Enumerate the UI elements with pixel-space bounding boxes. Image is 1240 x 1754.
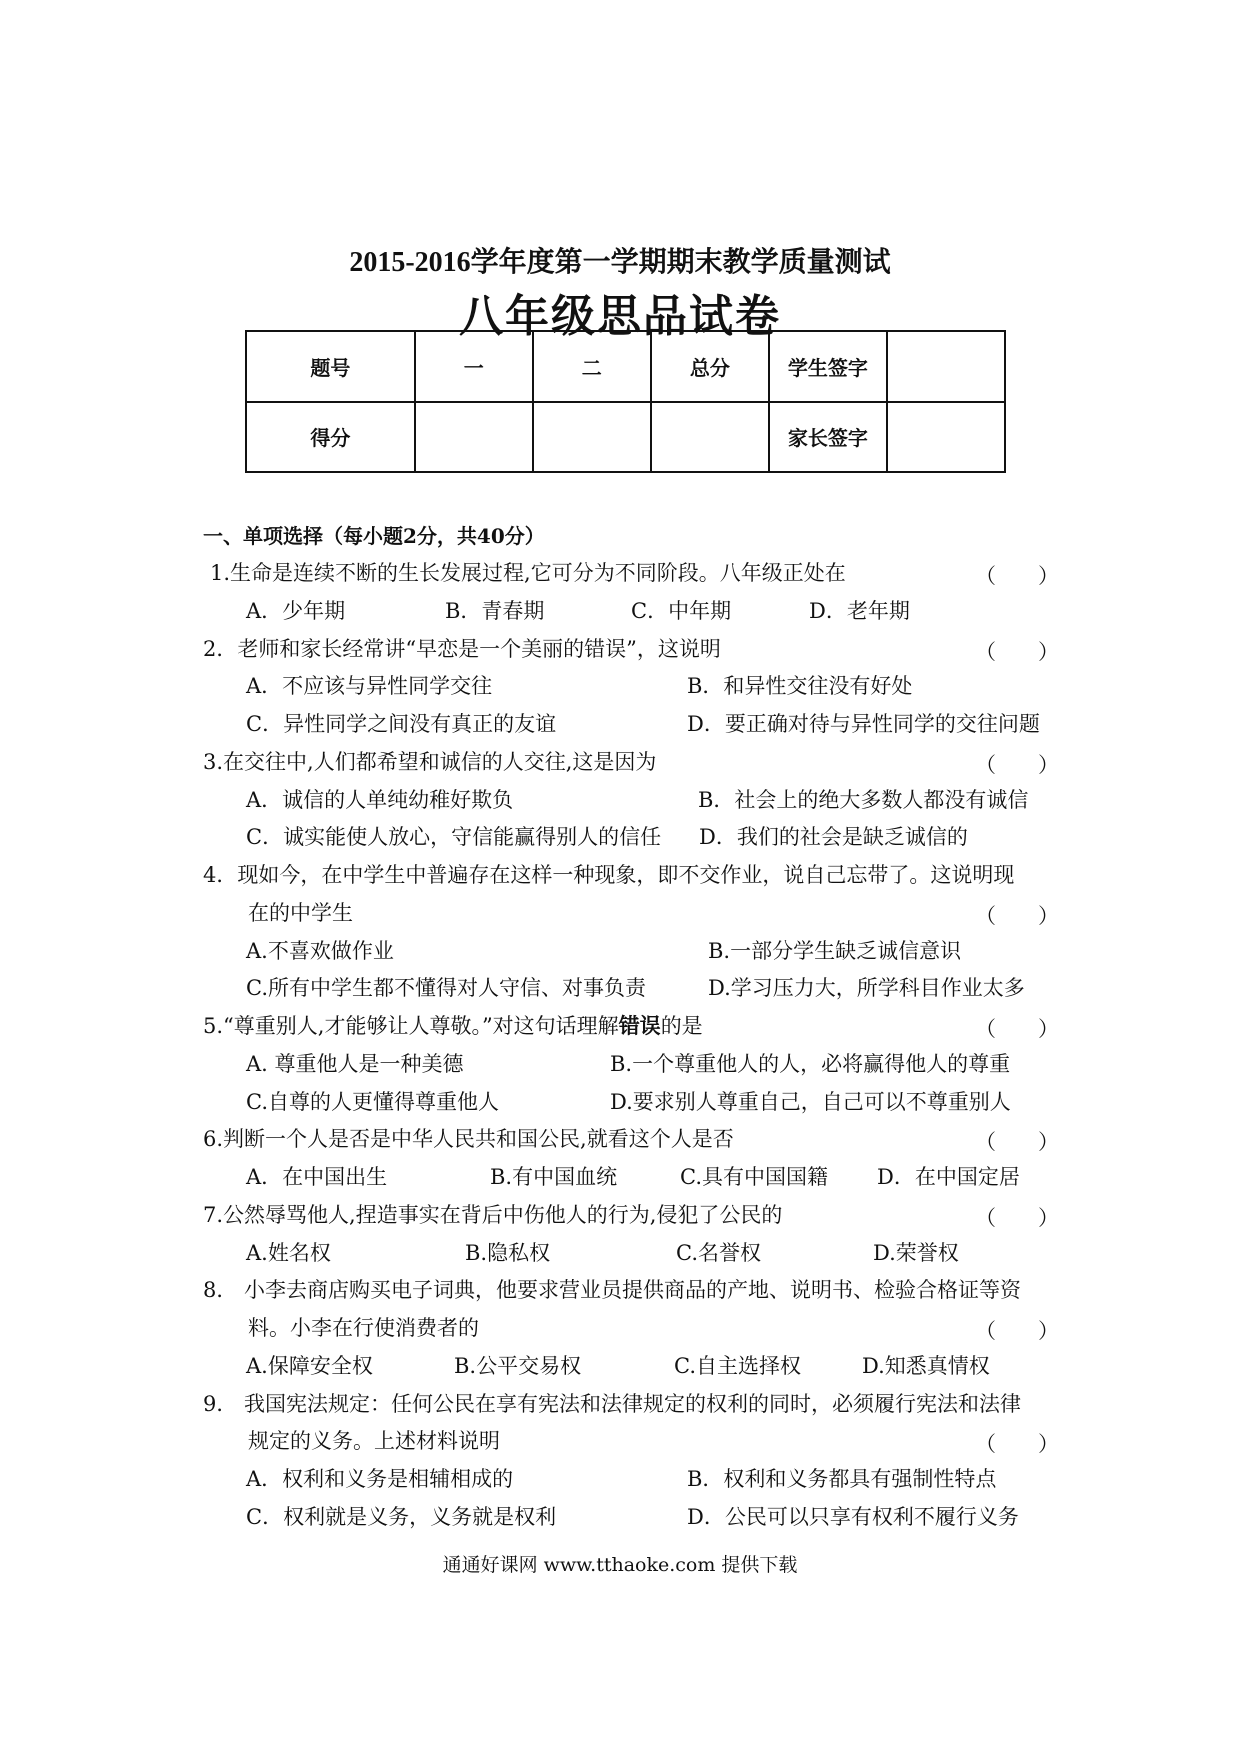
question-stem: 8． 小李去商店购买电子词典，他要求营业员提供商品的产地、说明书、检验合格证等资 <box>203 1278 1022 1303</box>
question-stem: 在的中学生 <box>248 900 353 925</box>
footer-text: 通通好课网 www.tthaoke.com 提供下载 <box>442 1554 798 1576</box>
cell-section-2: 二 <box>533 331 651 402</box>
answer-option[interactable]: D．老年期 <box>809 598 910 623</box>
answer-option[interactable]: D．我们的社会是缺乏诚信的 <box>699 825 968 850</box>
question-stem: 4．现如今，在中学生中普遍存在这样一种现象，即不交作业，说自己忘带了。这说明现 <box>203 863 1015 887</box>
answer-option[interactable]: B.公平交易权 <box>454 1353 582 1378</box>
answer-option[interactable]: A.保障安全权 <box>246 1353 373 1378</box>
answer-option[interactable]: A．诚信的人单纯幼稚好欺负 <box>246 787 514 812</box>
cell-question-number-label: 题号 <box>246 331 415 402</box>
section-heading: 一、单项选择（每小题2分，共40分） <box>203 524 545 548</box>
cell-student-signature-label: 学生签字 <box>769 331 887 402</box>
answer-option[interactable]: C.自主选择权 <box>674 1353 801 1378</box>
answer-option[interactable]: D.荣誉权 <box>873 1240 959 1265</box>
score-table <box>245 330 1006 473</box>
cell-parent-signature-label: 家长签字 <box>769 402 887 473</box>
question-stem: 2．老师和家长经常讲“早恋是一个美丽的错误”，这说明 <box>203 636 721 661</box>
answer-blank[interactable]: （ ） <box>975 1319 1059 1343</box>
cell-score-total[interactable] <box>651 402 769 473</box>
answer-option[interactable]: B.一部分学生缺乏诚信意识 <box>708 938 962 963</box>
answer-option[interactable]: B．和异性交往没有好处 <box>687 674 913 699</box>
answer-option[interactable]: C．中年期 <box>631 598 732 623</box>
score-table-row-header <box>246 331 1005 402</box>
answer-option[interactable]: A．不应该与异性同学交往 <box>246 674 493 699</box>
answer-option[interactable]: C．权利就是义务，义务就是权利 <box>246 1504 557 1529</box>
question-stem: 料。小李在行使消费者的 <box>248 1316 479 1340</box>
answer-option[interactable]: B．青春期 <box>445 598 545 623</box>
answer-option[interactable]: B．社会上的绝大多数人都没有诚信 <box>698 787 1029 812</box>
answer-blank[interactable]: （ ） <box>975 1130 1059 1155</box>
answer-option[interactable]: C.自尊的人更懂得尊重他人 <box>246 1089 499 1114</box>
answer-option[interactable]: D．在中国定居 <box>877 1165 1020 1189</box>
question-stem: 规定的义务。上述材料说明 <box>248 1429 500 1454</box>
answer-option[interactable]: D.要求别人尊重自己，自己可以不尊重别人 <box>610 1089 1011 1114</box>
cell-total-label: 总分 <box>651 331 769 402</box>
exam-title: 2015-2016学年度第一学期期末教学质量测试 <box>349 247 891 278</box>
cell-parent-signature[interactable] <box>887 402 1005 473</box>
answer-option[interactable]: D.知悉真情权 <box>862 1353 990 1378</box>
question-stem: 7.公然辱骂他人,捏造事实在背后中伤他人的行为,侵犯了公民的 <box>203 1202 783 1227</box>
answer-blank[interactable]: （ ） <box>975 639 1059 664</box>
answer-option[interactable]: A．权利和义务是相辅相成的 <box>246 1467 514 1491</box>
question-stem: 1.生命是连续不断的生长发展过程,它可分为不同阶段。八年级正处在 <box>210 561 846 585</box>
answer-option[interactable]: A．在中国出生 <box>246 1165 388 1189</box>
answer-blank[interactable]: （ ） <box>975 1017 1059 1041</box>
answer-option[interactable]: B.有中国血统 <box>490 1165 618 1189</box>
answer-option[interactable]: C.名誉权 <box>676 1240 761 1265</box>
emphasis-text: 错误 <box>618 1013 661 1038</box>
cell-score-section-2[interactable] <box>533 402 651 473</box>
score-table-row-score <box>246 402 1005 473</box>
answer-blank[interactable]: （ ） <box>975 1205 1059 1230</box>
answer-option[interactable]: C．诚实能使人放心，守信能赢得别人的信任 <box>246 825 662 850</box>
answer-blank[interactable]: （ ） <box>975 564 1059 588</box>
cell-score-section-1[interactable] <box>415 402 533 473</box>
answer-option[interactable]: B.一个尊重他人的人，必将赢得他人的尊重 <box>610 1051 1011 1076</box>
question-stem <box>203 1013 703 1039</box>
stem-text: 的是 <box>660 1014 703 1038</box>
answer-option[interactable]: A.姓名权 <box>246 1240 331 1265</box>
exam-subtitle: 八年级思品试卷 <box>459 291 781 342</box>
answer-option[interactable]: C.所有中学生都不懂得对人守信、对事负责 <box>246 976 646 1001</box>
answer-option[interactable]: A．少年期 <box>246 598 346 623</box>
answer-option[interactable]: D.学习压力大，所学科目作业太多 <box>708 976 1025 1001</box>
answer-option[interactable]: D．公民可以只享有权利不履行义务 <box>687 1504 1019 1529</box>
answer-blank[interactable]: （ ） <box>975 903 1059 928</box>
stem-text: 5.“尊重别人,才能够让人尊敬。”对这句话理解 <box>203 1014 619 1038</box>
answer-blank[interactable]: （ ） <box>975 752 1059 777</box>
answer-option[interactable]: A. 尊重他人是一种美德 <box>246 1051 464 1076</box>
answer-option[interactable]: B.隐私权 <box>465 1240 551 1265</box>
answer-option[interactable]: A.不喜欢做作业 <box>246 938 394 963</box>
cell-student-signature[interactable] <box>887 331 1005 402</box>
answer-option[interactable]: C．异性同学之间没有真正的友谊 <box>246 712 557 736</box>
question-stem: 6.判断一个人是否是中华人民共和国公民,就看这个人是否 <box>203 1127 734 1152</box>
question-stem: 9． 我国宪法规定：任何公民在享有宪法和法律规定的权利的同时，必须履行宪法和法律 <box>203 1391 1022 1416</box>
cell-section-1: 一 <box>415 331 533 402</box>
answer-blank[interactable]: （ ） <box>975 1432 1059 1457</box>
answer-option[interactable]: C.具有中国国籍 <box>680 1165 828 1189</box>
question-stem: 3.在交往中,人们都希望和诚信的人交往,这是因为 <box>203 749 657 774</box>
answer-option[interactable]: D．要正确对待与异性同学的交往问题 <box>687 712 1040 736</box>
cell-score-label: 得分 <box>246 402 415 473</box>
answer-option[interactable]: B．权利和义务都具有强制性特点 <box>687 1467 997 1491</box>
